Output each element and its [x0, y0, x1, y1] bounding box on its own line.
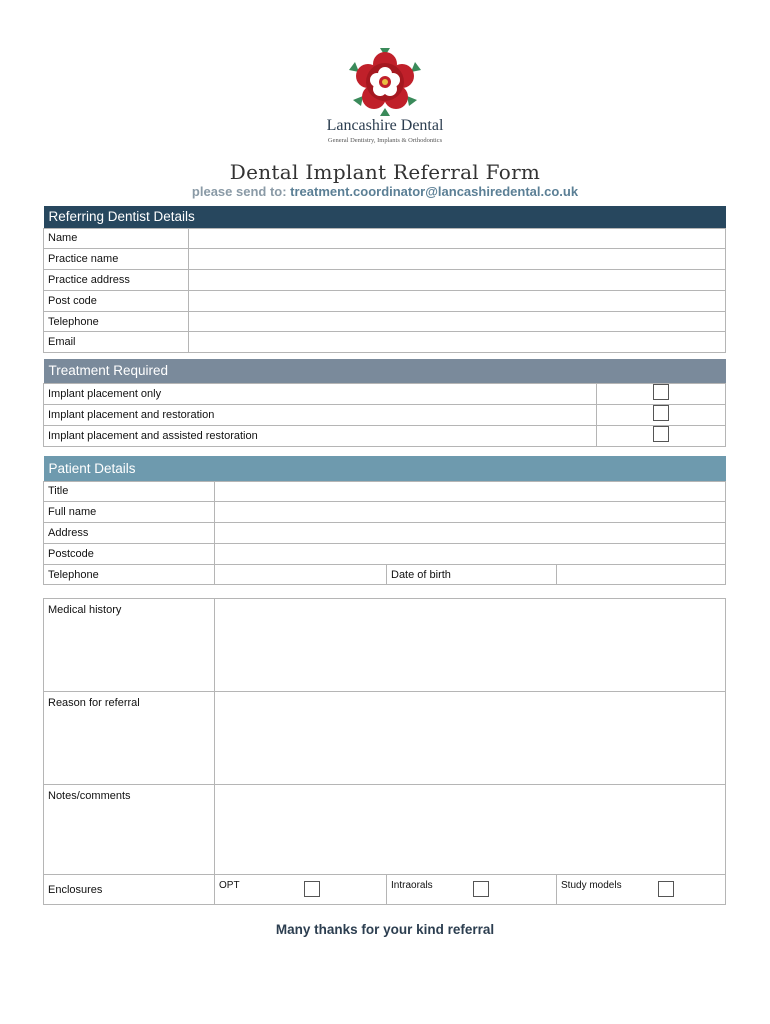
field-label-telephone: Telephone: [44, 311, 189, 332]
enclosure-intraorals: [387, 875, 557, 905]
enclosure-study-models: [557, 875, 726, 905]
field-input-full-name[interactable]: [215, 502, 726, 523]
footer-thanks: Many thanks for your kind referral: [275, 922, 495, 937]
table-row: [44, 481, 726, 502]
enclosure-intraorals-checkbox[interactable]: [473, 881, 489, 897]
field-input-reason-for-referral[interactable]: [215, 692, 726, 785]
table-row: [44, 383, 726, 404]
field-label-date-of-birth: Date of birth: [387, 564, 557, 585]
send-to-label: please send to:: [191, 184, 287, 199]
field-label-practice-address: Practice address: [44, 270, 189, 291]
treatment-checkbox[interactable]: [653, 426, 669, 442]
patient-details-header: Patient Details: [44, 456, 726, 481]
enclosure-opt-checkbox[interactable]: [304, 881, 320, 897]
brand-name: Lancashire Dental: [326, 117, 444, 134]
field-label-email: Email: [44, 332, 189, 353]
table-row: [44, 249, 726, 270]
table-row: [44, 270, 726, 291]
form-title: Dental Implant Referral Form: [229, 160, 541, 184]
field-input-medical-history[interactable]: [215, 599, 726, 692]
field-input-title[interactable]: [215, 481, 726, 502]
enclosure-label: Intraorals: [391, 880, 433, 891]
field-label-title: Title: [44, 481, 215, 502]
table-row: [44, 502, 726, 523]
send-to-line: [0, 184, 770, 199]
brand-tagline: General Dentistry, Implants & Orthodontics: [327, 137, 443, 144]
treatment-required-header: Treatment Required: [44, 359, 726, 383]
table-row: [44, 523, 726, 544]
field-input-name[interactable]: [189, 228, 726, 249]
table-row: [44, 228, 726, 249]
field-input-telephone[interactable]: [215, 564, 387, 585]
field-input-email[interactable]: [189, 332, 726, 353]
enclosure-opt: [215, 875, 387, 905]
field-input-post-code[interactable]: [189, 290, 726, 311]
table-row: [44, 564, 726, 585]
field-label-notes-comments: Notes/comments: [44, 785, 215, 875]
field-input-practice-address[interactable]: [189, 270, 726, 291]
field-label-telephone: Telephone: [44, 564, 215, 585]
table-row: [44, 311, 726, 332]
field-input-postcode[interactable]: [215, 543, 726, 564]
patient-details-table: [43, 456, 726, 585]
table-row: [44, 875, 726, 905]
clinical-notes-table: [43, 598, 726, 905]
enclosure-label: Study models: [561, 880, 622, 891]
treatment-checkbox[interactable]: [653, 384, 669, 400]
table-row: [44, 332, 726, 353]
enclosure-study-models-checkbox[interactable]: [658, 881, 674, 897]
table-row: [44, 692, 726, 785]
table-row: [44, 599, 726, 692]
field-input-practice-name[interactable]: [189, 249, 726, 270]
field-label-enclosures: Enclosures: [44, 875, 215, 905]
field-label-full-name: Full name: [44, 502, 215, 523]
table-row: [44, 425, 726, 446]
field-label-post-code: Post code: [44, 290, 189, 311]
field-label-postcode: Postcode: [44, 543, 215, 564]
field-label-name: Name: [44, 228, 189, 249]
treatment-required-table: [43, 359, 726, 447]
field-label-practice-name: Practice name: [44, 249, 189, 270]
referring-dentist-header: Referring Dentist Details: [44, 206, 726, 228]
table-row: [44, 290, 726, 311]
treatment-option-label: Implant placement only: [44, 383, 597, 404]
tudor-rose-logo-icon: [340, 44, 430, 120]
field-label-address: Address: [44, 523, 215, 544]
enclosure-label: OPT: [219, 880, 240, 891]
field-label-reason-for-referral: Reason for referral: [44, 692, 215, 785]
field-input-date-of-birth[interactable]: [557, 564, 726, 585]
table-row: [44, 404, 726, 425]
field-input-notes-comments[interactable]: [215, 785, 726, 875]
field-label-medical-history: Medical history: [44, 599, 215, 692]
send-to-email-link[interactable]: treatment.coordinator@lancashiredental.co.uk: [290, 184, 579, 199]
treatment-option-label: Implant placement and restoration: [44, 404, 597, 425]
table-row: [44, 785, 726, 875]
field-input-address[interactable]: [215, 523, 726, 544]
treatment-checkbox[interactable]: [653, 405, 669, 421]
treatment-option-label: Implant placement and assisted restoration: [44, 425, 597, 446]
field-input-telephone[interactable]: [189, 311, 726, 332]
referring-dentist-table: [43, 206, 726, 353]
table-row: [44, 543, 726, 564]
